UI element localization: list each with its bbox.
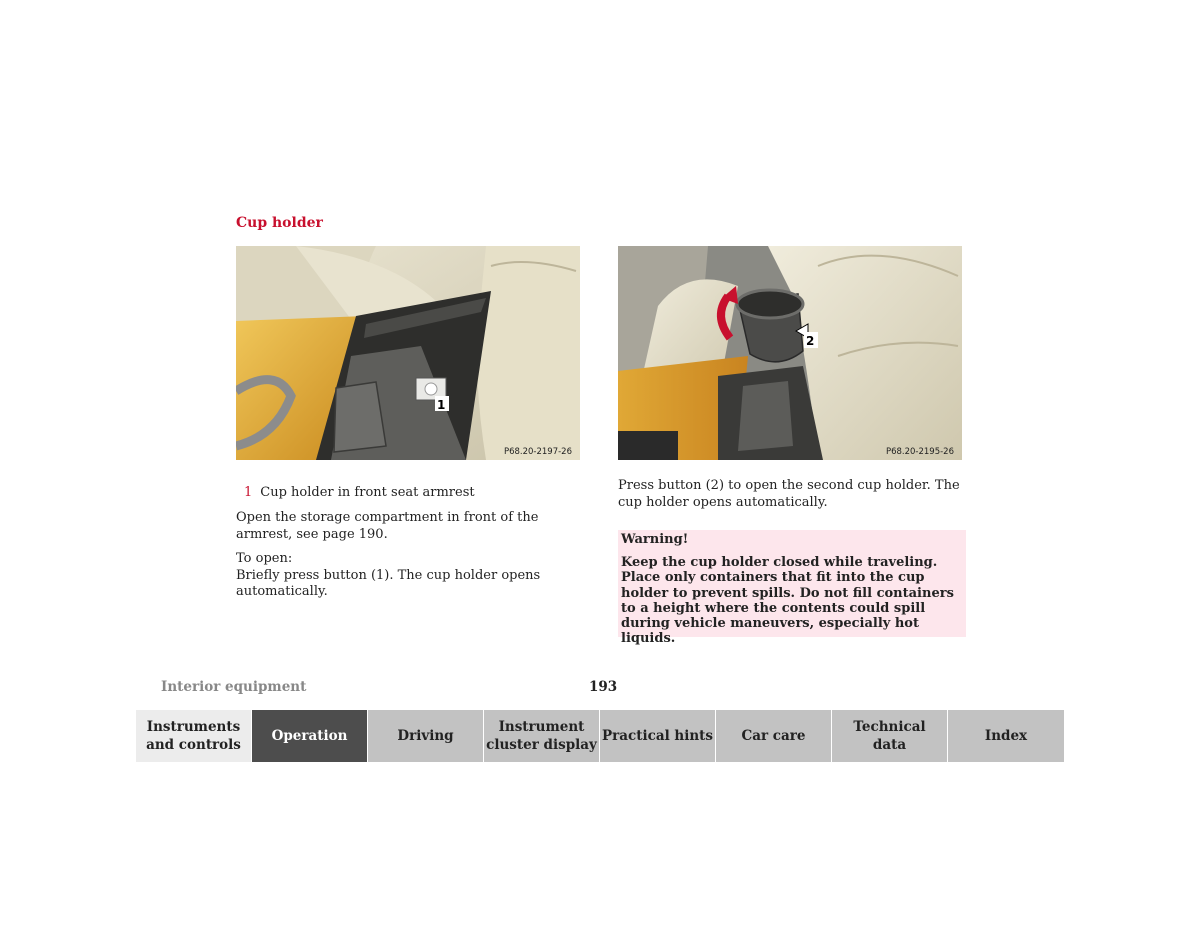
tab-label: Index (984, 728, 1028, 744)
tab-technical-data[interactable] (832, 710, 947, 762)
tab-operation[interactable] (252, 710, 367, 762)
footer-section-label: Interior equipment (161, 679, 307, 695)
caption-text: Cup holder in front seat armrest (260, 485, 475, 500)
tab-label: cluster display (486, 737, 597, 753)
section-title: Cup holder (236, 215, 323, 231)
caption-number: 1 (244, 485, 253, 500)
warning-title: Warning! (621, 532, 689, 547)
figure-cup-holder-second (618, 246, 962, 460)
tab-label: Operation (271, 728, 348, 744)
to-open-label: To open: (236, 551, 293, 566)
tab-label: Car care (741, 728, 806, 744)
figure-code: P68.20-2197-26 (503, 447, 572, 457)
tab-instruments-and-controls[interactable] (136, 710, 251, 762)
page-number: 193 (589, 679, 618, 695)
figure-cup-holder-front (236, 246, 580, 460)
callout-1: 1 (437, 398, 446, 412)
tab-label: Instrument (498, 719, 585, 735)
warning-box (618, 530, 966, 647)
tab-label: and controls (146, 737, 241, 753)
warning-text: Keep the cup holder closed while traveling. Place only containers that fit into the cup holder to prevent spills. Do not fill containers to a height where the contents could spill during vehicle maneuvers, especially hot liquids. (621, 555, 954, 647)
tab-label: Instruments (146, 719, 241, 735)
paragraph-storage: Open the storage compartment in front of the armrest, see page 190. (236, 510, 539, 542)
tab-car-care[interactable] (716, 710, 831, 762)
illustration-second-cup-holder (618, 246, 962, 460)
tab-label: Practical hints (602, 728, 713, 744)
tab-instrument-cluster-display[interactable] (484, 710, 599, 762)
paragraph-second-cup-holder: Press button (2) to open the second cup holder. The cup holder opens automatically. (618, 478, 960, 510)
illustration-front-armrest (236, 246, 580, 460)
tab-label: Driving (397, 728, 454, 744)
callout-2: 2 (806, 334, 815, 348)
tab-driving[interactable] (368, 710, 483, 762)
paragraph-to-open (236, 551, 586, 601)
to-open-text: Briefly press button (1). The cup holder opens automatically. (236, 567, 541, 599)
tab-label: Technical (853, 719, 926, 735)
tab-index[interactable] (948, 710, 1064, 762)
figure-caption (244, 485, 475, 502)
figure-code: P68.20-2195-26 (885, 447, 954, 457)
tab-label: data (872, 737, 907, 753)
chapter-nav (136, 710, 1064, 762)
tab-practical-hints[interactable] (600, 710, 715, 762)
